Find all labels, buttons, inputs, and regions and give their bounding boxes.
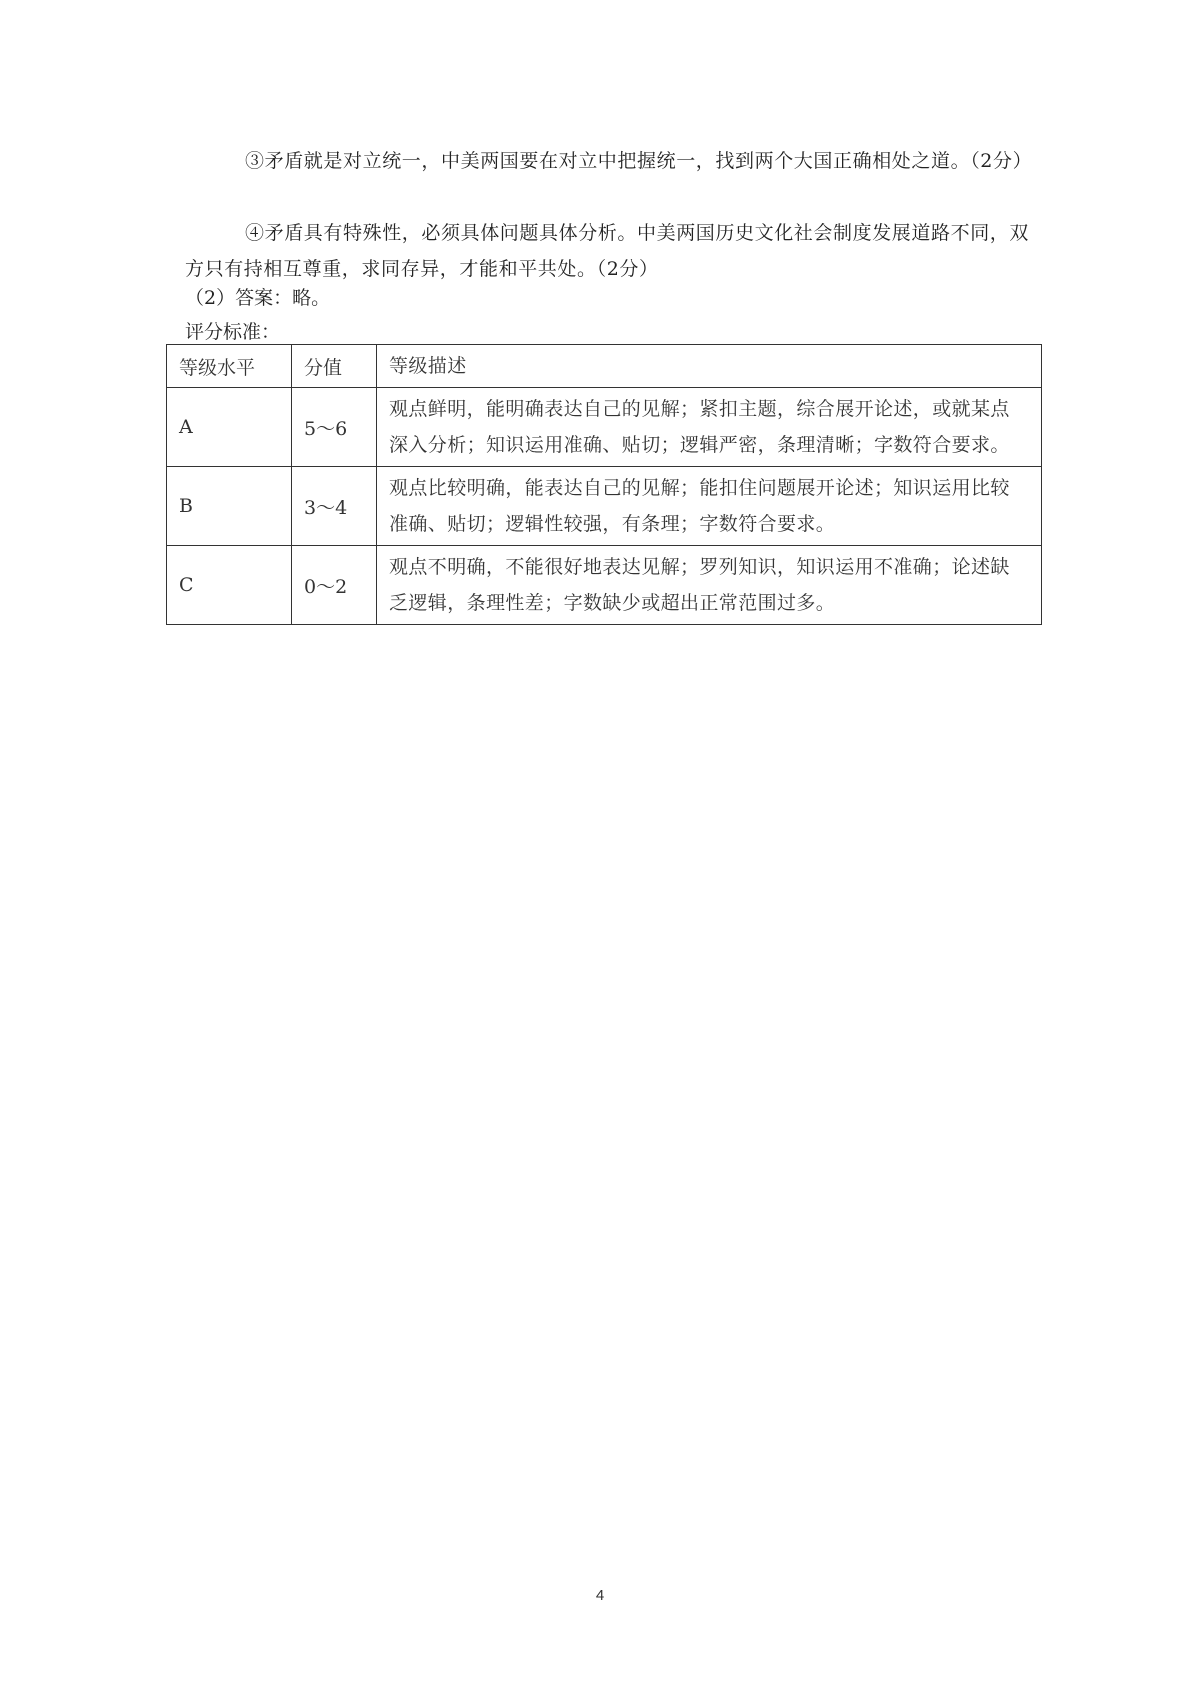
table-row [167,467,1042,546]
table-header-row [167,345,1042,388]
answer-point-4: ④矛盾具有特殊性，必须具体问题具体分析。中美两国历史文化社会制度发展道路不同，双方只有持相互尊重，求同存异，才能和平共处。（2分） [185,222,1030,280]
row-score: 0～2 [292,546,377,625]
row-level: A [167,388,292,467]
row-description: 观点不明确，不能很好地表达见解；罗列知识，知识运用不准确；论述缺乏逻辑，条理性差；字数缺少或超出正常范围过多。 [377,546,1042,625]
page-number: 4 [595,1587,605,1604]
row-level: B [167,467,292,546]
row-description: 观点比较明确，能表达自己的见解；能扣住问题展开论述；知识运用比较准确、贴切；逻辑性较强，有条理；字数符合要求。 [377,467,1042,546]
grading-table [166,344,1042,625]
row-level: C [167,546,292,625]
row-score: 3～4 [292,467,377,546]
header-score: 分值 [292,345,377,388]
answer-part-2: （2）答案：略。 [185,287,331,309]
table-row [167,546,1042,625]
header-level: 等级水平 [167,345,292,388]
row-description: 观点鲜明，能明确表达自己的见解；紧扣主题，综合展开论述，或就某点深入分析；知识运用准确、贴切；逻辑严密，条理清晰；字数符合要求。 [377,388,1042,467]
header-description: 等级描述 [377,345,1042,388]
table-row [167,388,1042,467]
row-score: 5～6 [292,388,377,467]
criteria-label: 评分标准： [185,321,281,343]
answer-point-3: ③矛盾就是对立统一，中美两国要在对立中把握统一，找到两个大国正确相处之道。（2分） [245,150,1033,172]
